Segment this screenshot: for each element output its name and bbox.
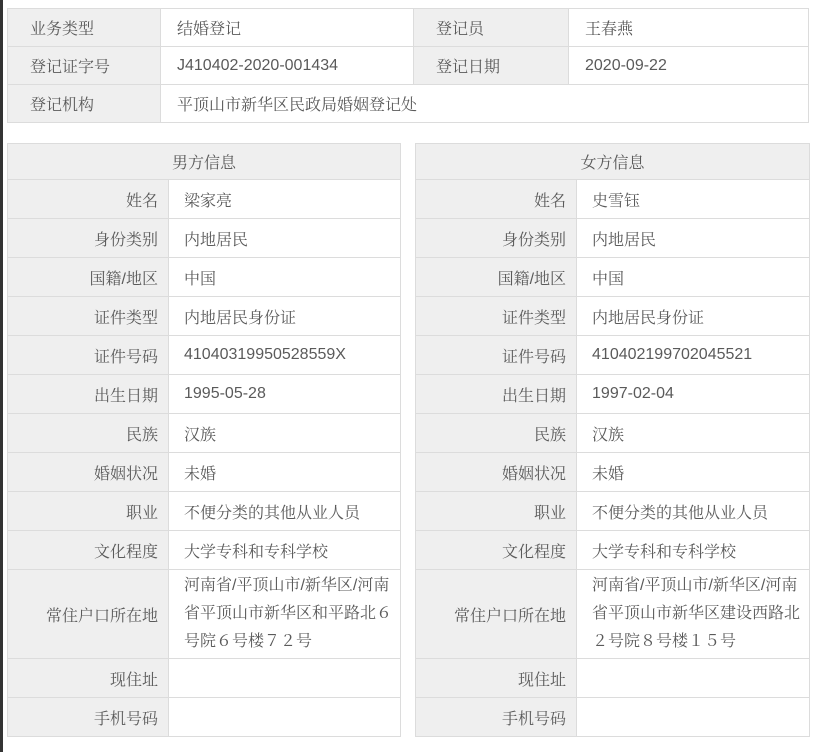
table-row <box>8 698 401 737</box>
field-label-marital-status: 婚姻状况 <box>8 453 169 492</box>
field-value-id-number: 41040319950528559X <box>169 336 401 375</box>
male-info-table <box>7 143 401 737</box>
field-value-id-number: 410402199702045521 <box>577 336 810 375</box>
table-row <box>8 180 401 219</box>
field-label-id-number: 证件号码 <box>8 336 169 375</box>
table-row <box>8 453 401 492</box>
reg-date-value: 2020-09-22 <box>569 47 809 85</box>
field-value-registered-address: 河南省/平顶山市/新华区/河南省平顶山市新华区和平路北６号院６号楼７２号 <box>169 570 401 659</box>
field-label-marital-status: 婚姻状况 <box>416 453 577 492</box>
field-label-registered-address: 常住户口所在地 <box>416 570 577 659</box>
table-row <box>8 531 401 570</box>
field-label-birth-date: 出生日期 <box>8 375 169 414</box>
field-label-id-type: 证件类型 <box>8 297 169 336</box>
table-row <box>8 492 401 531</box>
field-value-mobile <box>577 698 810 737</box>
field-value-registered-address: 河南省/平顶山市/新华区/河南省平顶山市新华区建设西路北２号院８号楼１５号 <box>577 570 810 659</box>
field-label-occupation: 职业 <box>416 492 577 531</box>
table-row <box>8 375 401 414</box>
field-value-marital-status: 未婚 <box>169 453 401 492</box>
table-row <box>8 9 809 47</box>
field-value-identity-type: 内地居民 <box>169 219 401 258</box>
org-label: 登记机构 <box>8 85 161 123</box>
male-table-title: 男方信息 <box>8 144 401 180</box>
field-label-education: 文化程度 <box>8 531 169 570</box>
field-value-mobile <box>169 698 401 737</box>
field-value-birth-date: 1995-05-28 <box>169 375 401 414</box>
field-label-name: 姓名 <box>416 180 577 219</box>
table-row <box>8 297 401 336</box>
field-label-nationality: 国籍/地区 <box>8 258 169 297</box>
registration-summary-table <box>7 8 809 123</box>
table-row <box>8 336 401 375</box>
registrar-value: 王春燕 <box>569 9 809 47</box>
field-label-id-number: 证件号码 <box>416 336 577 375</box>
table-row <box>416 375 810 414</box>
table-row <box>8 570 401 659</box>
female-info-table <box>415 143 810 737</box>
table-row <box>416 492 810 531</box>
field-label-ethnicity: 民族 <box>8 414 169 453</box>
field-label-nationality: 国籍/地区 <box>416 258 577 297</box>
field-label-current-address: 现住址 <box>416 659 577 698</box>
field-value-id-type: 内地居民身份证 <box>169 297 401 336</box>
table-header-row <box>8 144 401 180</box>
field-value-occupation: 不便分类的其他从业人员 <box>577 492 810 531</box>
table-header-row <box>416 144 810 180</box>
field-value-birth-date: 1997-02-04 <box>577 375 810 414</box>
field-value-occupation: 不便分类的其他从业人员 <box>169 492 401 531</box>
field-label-identity-type: 身份类别 <box>416 219 577 258</box>
table-row <box>416 336 810 375</box>
field-label-id-type: 证件类型 <box>416 297 577 336</box>
field-value-current-address <box>577 659 810 698</box>
field-label-birth-date: 出生日期 <box>416 375 577 414</box>
field-label-education: 文化程度 <box>416 531 577 570</box>
field-label-occupation: 职业 <box>8 492 169 531</box>
table-row <box>8 659 401 698</box>
person-tables <box>7 143 808 737</box>
field-label-mobile: 手机号码 <box>8 698 169 737</box>
field-label-mobile: 手机号码 <box>416 698 577 737</box>
field-value-nationality: 中国 <box>577 258 810 297</box>
field-label-registered-address: 常住户口所在地 <box>8 570 169 659</box>
table-row <box>416 297 810 336</box>
field-label-current-address: 现住址 <box>8 659 169 698</box>
business-type-label: 业务类型 <box>8 9 161 47</box>
registration-record <box>7 8 808 737</box>
field-value-education: 大学专科和专科学校 <box>577 531 810 570</box>
table-row <box>416 453 810 492</box>
field-value-ethnicity: 汉族 <box>169 414 401 453</box>
field-label-ethnicity: 民族 <box>416 414 577 453</box>
business-type-value: 结婚登记 <box>161 9 414 47</box>
table-row <box>416 258 810 297</box>
field-value-name: 史雪钰 <box>577 180 810 219</box>
field-label-name: 姓名 <box>8 180 169 219</box>
reg-date-label: 登记日期 <box>414 47 569 85</box>
table-row <box>8 258 401 297</box>
registrar-label: 登记员 <box>414 9 569 47</box>
table-row <box>416 659 810 698</box>
table-row <box>416 531 810 570</box>
cert-no-value: J410402-2020-001434 <box>161 47 414 85</box>
field-value-name: 梁家亮 <box>169 180 401 219</box>
table-row <box>416 180 810 219</box>
field-value-current-address <box>169 659 401 698</box>
table-row <box>8 219 401 258</box>
table-row <box>416 414 810 453</box>
table-row <box>8 85 809 123</box>
left-edge-strip <box>0 0 3 752</box>
female-table-title: 女方信息 <box>416 144 810 180</box>
field-value-ethnicity: 汉族 <box>577 414 810 453</box>
field-value-marital-status: 未婚 <box>577 453 810 492</box>
table-row <box>416 570 810 659</box>
field-value-nationality: 中国 <box>169 258 401 297</box>
cert-no-label: 登记证字号 <box>8 47 161 85</box>
table-row <box>416 698 810 737</box>
org-value: 平顶山市新华区民政局婚姻登记处 <box>161 85 809 123</box>
field-value-identity-type: 内地居民 <box>577 219 810 258</box>
field-label-identity-type: 身份类别 <box>8 219 169 258</box>
table-row <box>8 47 809 85</box>
field-value-id-type: 内地居民身份证 <box>577 297 810 336</box>
field-value-education: 大学专科和专科学校 <box>169 531 401 570</box>
table-row <box>416 219 810 258</box>
table-row <box>8 414 401 453</box>
